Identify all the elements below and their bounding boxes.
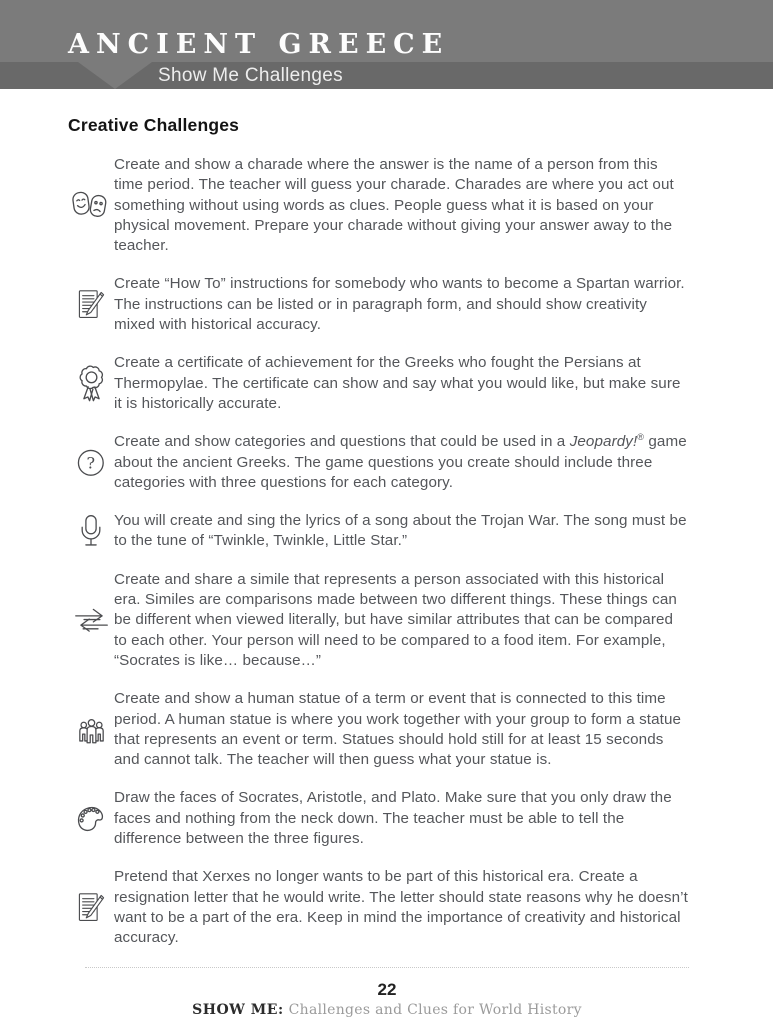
challenge-item — [68, 689, 689, 770]
challenge-item — [68, 155, 689, 256]
series-line — [85, 1002, 689, 1018]
theater-masks-icon — [68, 190, 114, 222]
challenge-text-italic: Jeopardy! — [569, 433, 638, 451]
challenge-text: Create a certificate of achievement for the Greeks who fought the Persians at Thermopylae. The certificate can show and say what you would like, but make sure it is historically accurate. — [114, 354, 681, 412]
section-heading: Creative Challenges — [68, 115, 240, 135]
header-notch-triangle — [78, 62, 152, 89]
award-ribbon-icon — [68, 364, 114, 404]
challenge-item — [68, 788, 689, 849]
challenge-item — [68, 570, 689, 671]
page-number: 22 — [377, 979, 397, 999]
challenge-item — [68, 353, 689, 414]
page-title: ANCIENT GREECE — [68, 29, 450, 60]
challenge-text: You will create and sing the lyrics of a song about the Trojan War. The song must be to the tune of “Twinkle, Twinkle, Little Star.” — [114, 512, 687, 550]
challenge-text: Create and share a simile that represents a person associated with this historical era. Similes are comparisons made between two different things. These things can be different when viewed literally, but have similar attributes that can be compared to each other. Your person will need to be compared to a food item. For example, “Socrates is like… because…” — [114, 570, 677, 669]
people-group-icon — [68, 715, 114, 745]
registered-mark: ® — [637, 432, 645, 443]
question-circle-icon — [68, 448, 114, 478]
challenge-text: Pretend that Xerxes no longer wants to be part of this historical era. Create a resignation letter that he would write. The letter should state reasons why he doesn’t want to be a part of the era. Keep in mind the importance of creativity and historical accuracy. — [114, 868, 688, 947]
challenges-list — [0, 89, 773, 949]
series-title: Challenges and Clues for World History — [288, 1001, 582, 1018]
artist-palette-icon — [68, 804, 114, 834]
header-top-band — [0, 0, 773, 62]
challenge-text: Create and show a charade where the answer is the name of a person from this time period. The teacher will guess your charade. Charades are where you act out something without using words as clues. People guess what it is based on your physical movement. Prepare your charade without giving your answer away to the teacher. — [114, 156, 674, 255]
challenge-text-after: game about the ancient Greeks. The game questions you create should include three categories with three questions for each category. — [114, 433, 687, 491]
challenge-item — [68, 432, 689, 493]
page-footer — [0, 967, 773, 1036]
challenge-item — [68, 511, 689, 552]
pencil-document-icon — [68, 288, 114, 321]
challenge-item — [68, 274, 689, 335]
page-subtitle: Show Me Challenges — [158, 64, 343, 86]
footer-divider — [85, 967, 689, 968]
challenge-text: Draw the faces of Socrates, Aristotle, and Plato. Make sure that you only draw the faces and nothing from the neck down. The teacher must be able to tell the difference between the three figures. — [114, 789, 672, 848]
exchange-arrows-icon — [68, 607, 114, 634]
microphone-icon — [68, 513, 114, 549]
page-header — [0, 0, 773, 89]
challenge-text: Create “How To” instructions for somebody who wants to become a Spartan warrior. The instructions can be listed or in paragraph form, and should show creativity mixed with historical accuracy. — [114, 275, 685, 334]
series-label: SHOW ME: — [192, 1001, 284, 1018]
challenge-text: Create and show a human statue of a term or event that is connected to this time period. A human statue is where you work together with your group to form a statue that represents an event or term. Statues should hold still for at least 15 seconds and cannot talk. The teacher will then guess what your statue is. — [114, 690, 682, 769]
pencil-document-icon — [68, 891, 114, 924]
header-sub-band — [0, 62, 773, 89]
challenge-text-before: Create and show categories and questions that could be used in a — [114, 433, 570, 451]
challenge-item — [68, 867, 689, 948]
challenge-text — [114, 432, 689, 493]
svg-text:?: ? — [86, 453, 96, 473]
